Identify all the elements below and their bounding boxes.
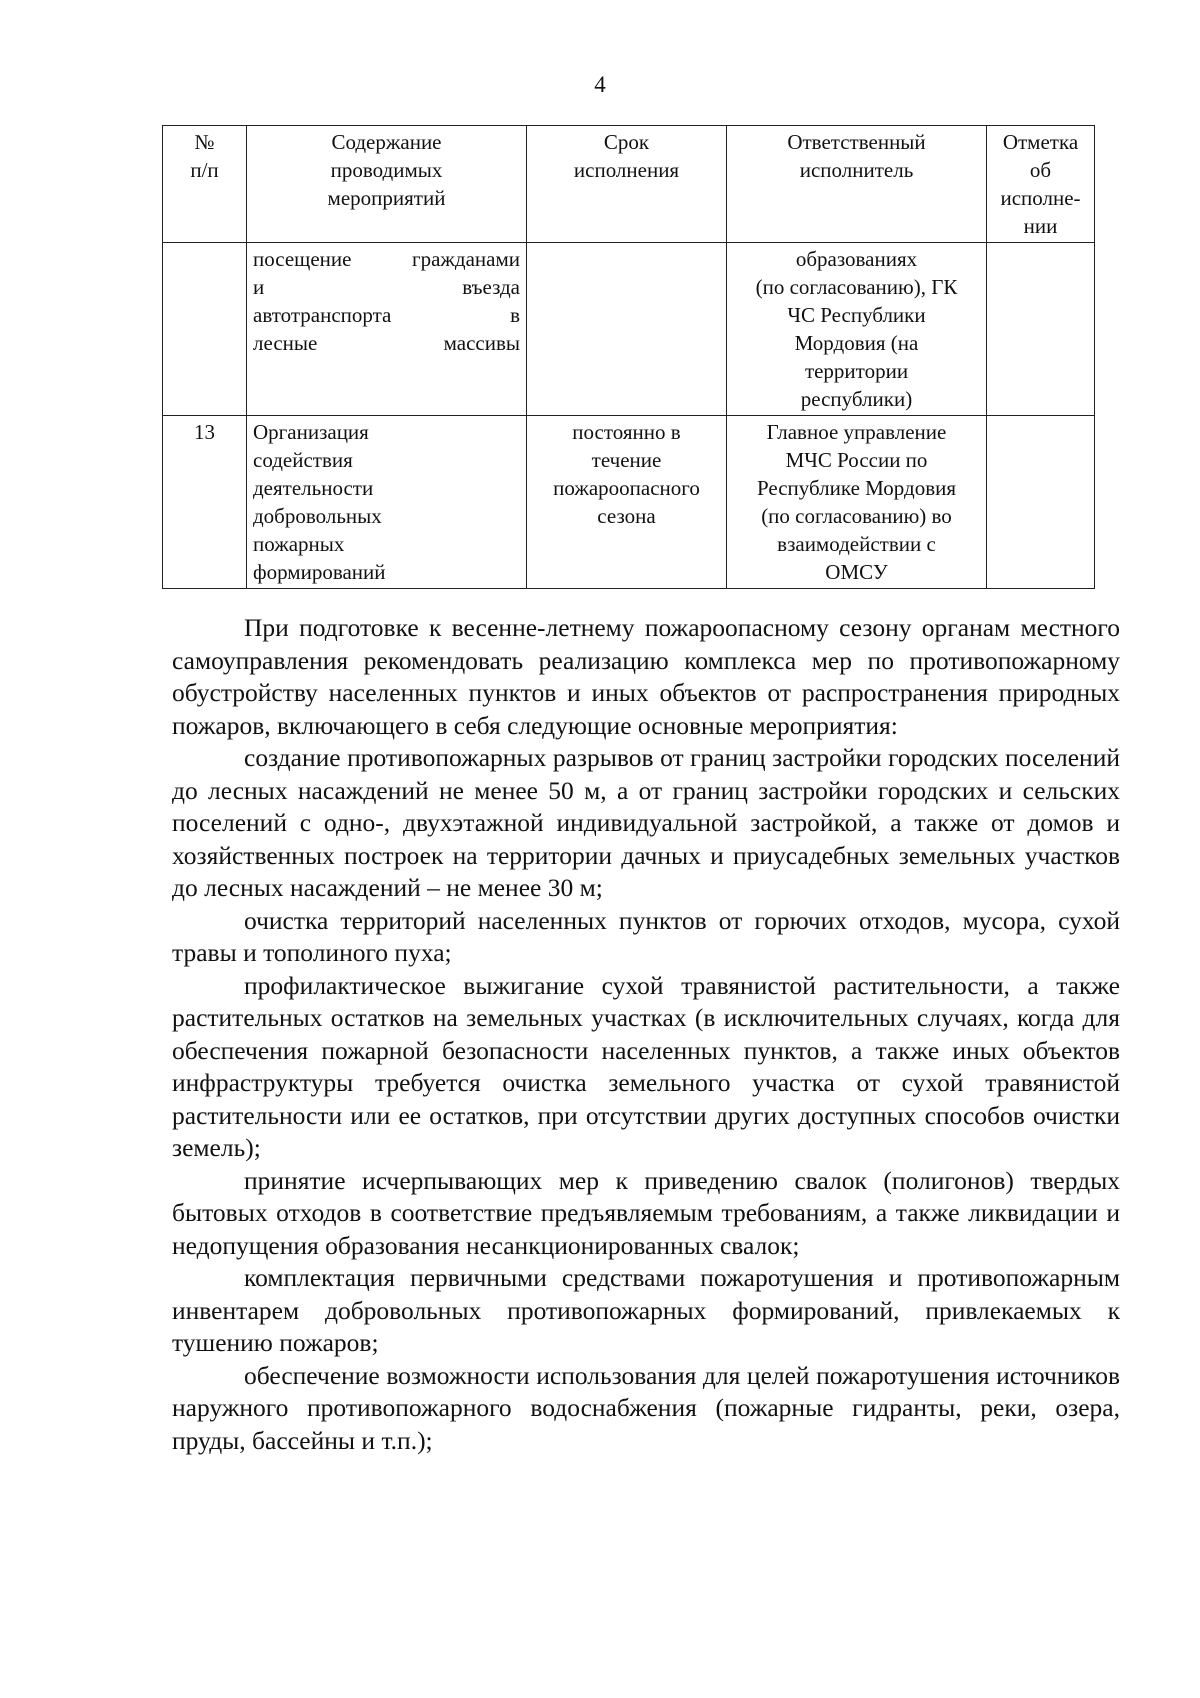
- measures-table: [162, 125, 1095, 589]
- header-number: № п/п: [163, 126, 247, 243]
- cell-term: [527, 243, 727, 416]
- cell-mark: [987, 416, 1095, 589]
- paragraph: создание противопожарных разрывов от границ застройки городских поселений до лесных насаждений не менее 50 м, а от границ застройки городских и сельских поселений с одно-, двухэтажной индивидуальной застройкой, а также от домов и хозяйственных построек на территории дачных и приусадебных земельных участков до лесных насаждений – не менее 30 м;: [172, 743, 1120, 902]
- paragraph: профилактическое выжигание сухой травянистой растительности, а также растительных остатков на земельных участках (в исключительных случаях, когда для обеспечения пожарной безопасности населенных пунктов, а также иных объектов инфраструктуры требуется очистка земельного участка от сухой травянистой растительности или ее остатков, при отсутствии других доступных способов очистки земель);: [172, 970, 1120, 1162]
- cell-number: [163, 243, 247, 416]
- header-responsible: Ответственный исполнитель: [727, 126, 987, 243]
- cell-term: постоянно в течение пожароопасного сезона: [527, 416, 727, 589]
- cell-content: посещение гражданами и въезда автотранспорта в лесные массивы: [247, 243, 527, 416]
- table-row: [163, 416, 1095, 589]
- table-header-row: [163, 126, 1095, 243]
- page-number: 4: [594, 72, 606, 97]
- paragraph: комплектация первичными средствами пожаротушения и противопожарным инвентарем добровольных противопожарных формирований, привлекаемых к тушению пожаров;: [172, 1263, 1120, 1357]
- header-mark: Отметка об исполне- нии: [987, 126, 1095, 243]
- paragraph: очистка территорий населенных пунктов от горючих отходов, мусора, сухой травы и тополиного пуха;: [172, 905, 1120, 967]
- paragraph: При подготовке к весенне-летнему пожароопасному сезону органам местного самоуправления рекомендовать реализацию комплекса мер по противопожарному обустройству населенных пунктов и иных объектов от распространения природных пожаров, включающего в себя следующие основные мероприятия:: [172, 613, 1120, 740]
- table-row: [163, 243, 1095, 416]
- cell-responsible: Главное управление МЧС России по Республике Мордовия (по согласованию) во взаимодействии с ОМСУ: [727, 416, 987, 589]
- header-term: Срок исполнения: [527, 126, 727, 243]
- cell-mark: [987, 243, 1095, 416]
- cell-responsible: образованиях (по согласованию), ГК ЧС Республики Мордовия (на территории республики): [727, 243, 987, 416]
- header-content: Содержание проводимых мероприятий: [247, 126, 527, 243]
- paragraph: принятие исчерпывающих мер к приведению свалок (полигонов) твердых бытовых отходов в соответствие предъявляемым требованиям, а также ликвидации и недопущения образования несанкционированных свалок;: [172, 1165, 1120, 1260]
- body-text: [172, 612, 1120, 1457]
- cell-content: Организация содействия деятельности добровольных пожарных формирований: [247, 416, 527, 589]
- paragraph: обеспечение возможности использования для целей пожаротушения источников наружного противопожарного водоснабжения (пожарные гидранты, реки, озера, пруды, бассейны и т.п.);: [172, 1360, 1120, 1455]
- cell-number: 13: [163, 416, 247, 589]
